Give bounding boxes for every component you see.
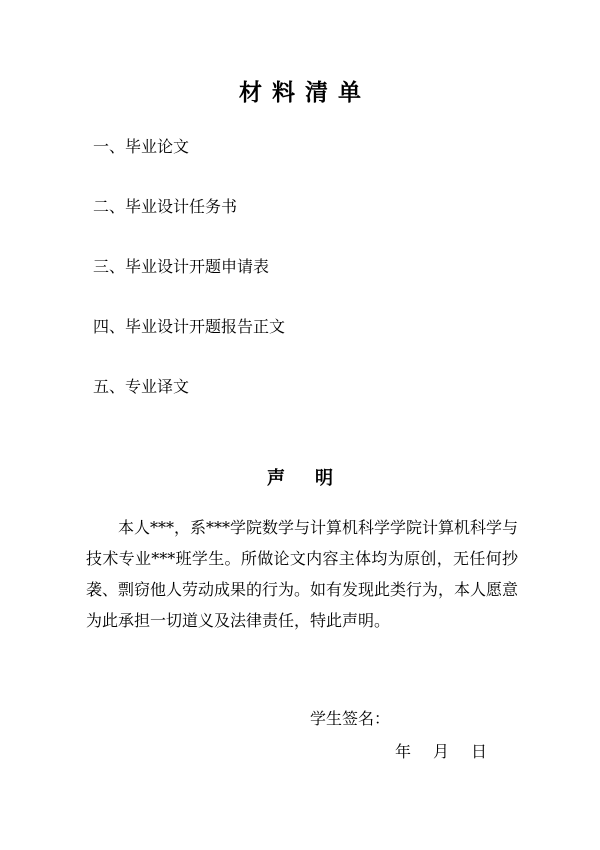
- date-day-label: 日: [471, 742, 488, 761]
- page-title: 材料清单: [239, 79, 371, 106]
- materials-list: [93, 136, 285, 436]
- materials-list-item: 三、毕业设计开题申请表: [93, 257, 270, 276]
- materials-list-item: 一、毕业论文: [93, 137, 190, 156]
- declaration-title-right: 明: [315, 468, 333, 489]
- materials-list-item: 四、毕业设计开题报告正文: [93, 317, 286, 336]
- date-month-label: 月: [433, 742, 450, 761]
- date-line: [395, 739, 487, 762]
- materials-list-item: 五、专业译文: [93, 377, 190, 396]
- date-year-label: 年: [395, 742, 412, 761]
- declaration-text: 本人***，系***学院数学与计算机科学学院计算机科学与技术专业***班学生。所做论文内容主体均为原创，无任何抄袭、剽窃他人劳动成果的行为。如有发现此类行为，本人愿意为此承担一切道义及法律责任，特此声明。: [86, 518, 519, 630]
- materials-list-item: 二、毕业设计任务书: [93, 197, 238, 216]
- declaration-title: [0, 464, 600, 490]
- declaration-title-left: 声: [267, 468, 285, 489]
- signature-label: 学生签名：: [310, 709, 391, 728]
